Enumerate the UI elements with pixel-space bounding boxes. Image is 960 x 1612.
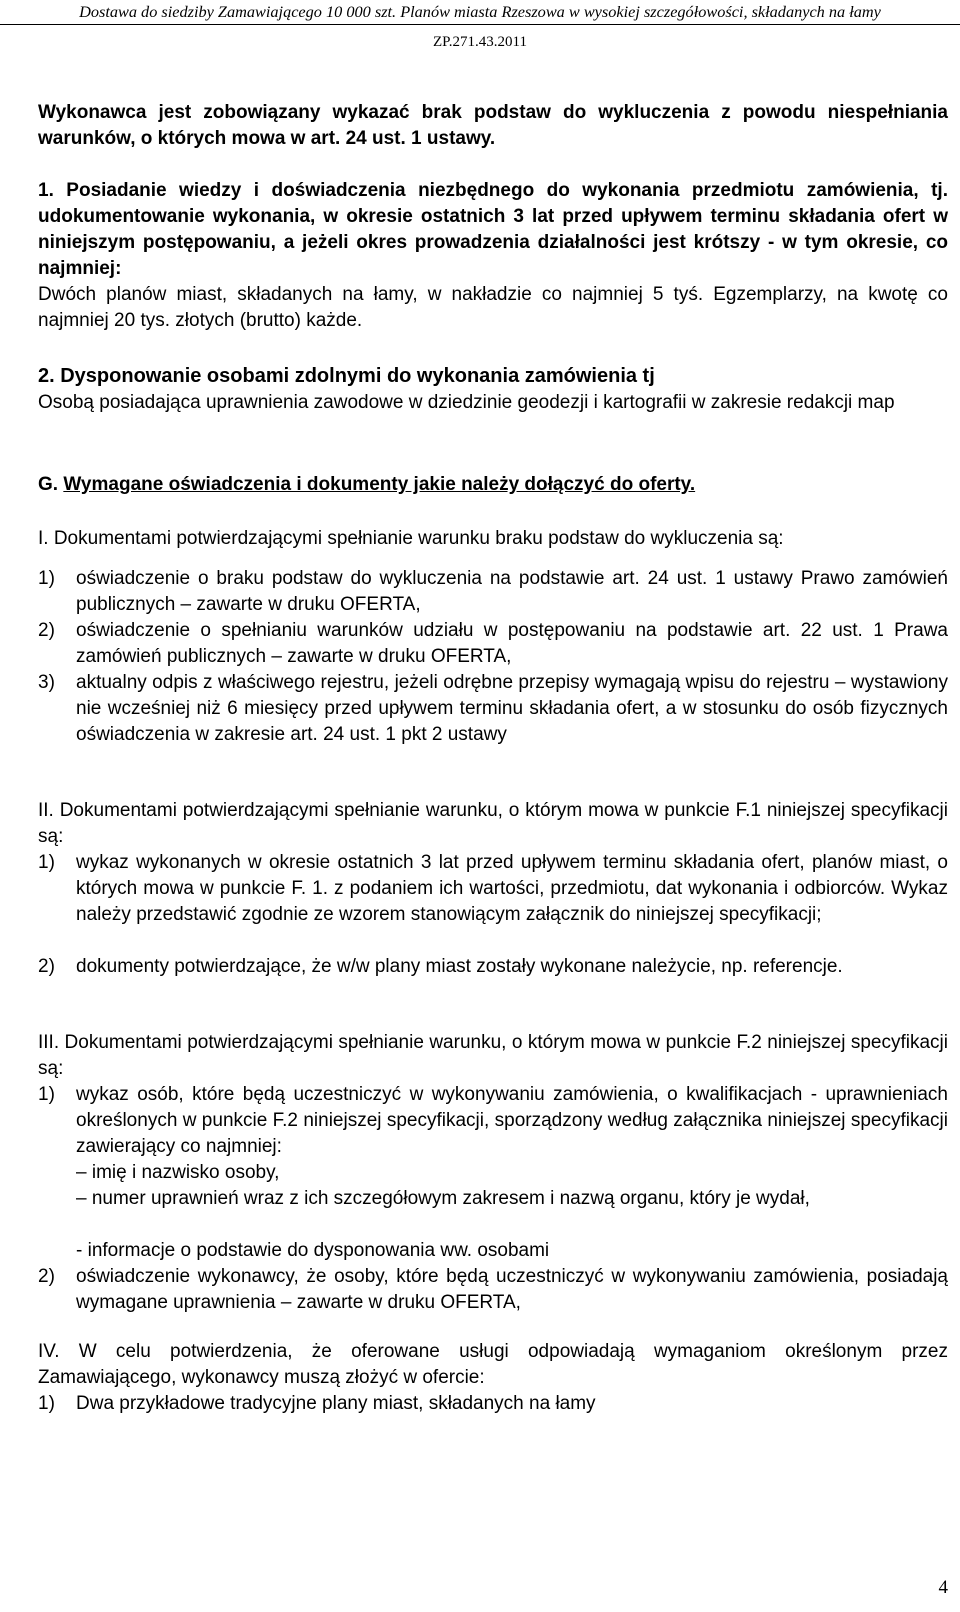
part-iii-item-1-number: 1) xyxy=(38,1084,55,1105)
part-iv-heading: IV. W celu potwierdzenia, że oferowane usługi odpowiadają wymaganiom określonym przez Zamawiającego, wykonawcy muszą złożyć w ofercie: xyxy=(38,1341,948,1388)
part-ii-item-2-number: 2) xyxy=(38,956,55,977)
part-ii-heading: II. Dokumentami potwierdzającymi spełnianie warunku, o którym mowa w punkcie F.1 niniejszej specyfikacji są: xyxy=(38,800,948,847)
condition-1-text: Dwóch planów miast, składanych na łamy, w nakładzie co najmniej 5 tyś. Egzemplarzy, na kwotę co najmniej 20 tys. złotych (brutto) każde. xyxy=(38,284,948,331)
part-i-item-1-number: 1) xyxy=(38,568,55,589)
part-i-item-3: aktualny odpis z właściwego rejestru, jeżeli odrębne przepisy wymagają wpisu do rejestru – wystawiony nie wcześniej niż 6 miesięcy przed upływem terminu składania ofert, a w stosunku do osób fizycznych oświadczenia w zakresie art. 24 ust. 1 pkt 2 ustawy xyxy=(76,672,948,745)
part-iii-heading: III. Dokumentami potwierdzającymi spełnianie warunku, o którym mowa w punkcie F.2 niniejszej specyfikacji są: xyxy=(38,1032,948,1079)
part-iii-item-2: oświadczenie wykonawcy, że osoby, które będą uczestniczyć w wykonywaniu zamówienia, posiadają wymagane uprawnienia – zawarte w druku OFERTA, xyxy=(76,1266,948,1313)
section-g-title: Wymagane oświadczenia i dokumenty jakie należy dołączyć do oferty. xyxy=(63,474,696,495)
part-i-item-1: oświadczenie o braku podstaw do wykluczenia na podstawie art. 24 ust. 1 ustawy Prawo zamówień publicznych – zawarte w druku OFERTA, xyxy=(76,568,948,615)
part-iii-sub-1: – imię i nazwisko osoby, xyxy=(76,1162,280,1183)
part-iii-item-2-number: 2) xyxy=(38,1266,55,1287)
header-divider xyxy=(0,24,960,25)
part-i-item-3-number: 3) xyxy=(38,672,55,693)
condition-2-text: Osobą posiadająca uprawnienia zawodowe w dziedzinie geodezji i kartografii w zakresie redakcji map xyxy=(38,392,895,413)
part-iii-sub-3: - informacje o podstawie do dysponowania ww. osobami xyxy=(76,1240,550,1261)
document-reference-number: ZP.271.43.2011 xyxy=(432,34,528,50)
part-iv-item-1: Dwa przykładowe tradycyjne plany miast, składanych na łamy xyxy=(76,1393,596,1414)
part-ii-item-1: wykaz wykonanych w okresie ostatnich 3 lat przed upływem terminu składania ofert, planów miast, o których mowa w punkcie F. 1. z podaniem ich wartości, przedmiotu, dat wykonania i odbiorców. Wykaz należy przedstawić zgodnie ze wzorem stanowiącym załącznik do niniejszej specyfikacji; xyxy=(76,852,948,925)
part-i-item-2: oświadczenie o spełnianiu warunków udziału w postępowaniu na podstawie art. 22 ust. 1 Prawa zamówień publicznych – zawarte w druku OFERTA, xyxy=(76,620,948,667)
section-g-heading xyxy=(38,472,948,498)
part-iii-item-1: wykaz osób, które będą uczestniczyć w wykonywaniu zamówienia, o kwalifikacjach - uprawnieniach określonych w punkcie F.2 niniejszej specyfikacji, sporządzony według załącznika niniejszej specyfikacji zawierający co najmniej: xyxy=(76,1084,948,1157)
part-iii-sub-2: – numer uprawnień wraz z ich szczegółowym zakresem i nazwą organu, który je wydał, xyxy=(76,1188,810,1209)
section-g-letter: G. xyxy=(38,474,59,495)
part-ii-item-1-number: 1) xyxy=(38,852,55,873)
part-iv-item-1-number: 1) xyxy=(38,1393,55,1414)
part-i-heading: I. Dokumentami potwierdzającymi spełnianie warunku braku podstaw do wykluczenia są: xyxy=(38,528,784,549)
page-number: 4 xyxy=(938,1577,948,1598)
condition-1-heading: 1. Posiadanie wiedzy i doświadczenia niezbędnego do wykonania przedmiotu zamówienia, tj. udokumentowanie wykonania, w okresie ostatnich 3 lat przed upływem terminu składania ofert w niniejszym postępowaniu, a jeżeli okres prowadzenia działalności jest krótszy - w tym okresie, co najmniej: xyxy=(38,180,948,279)
condition-2-heading: 2. Dysponowanie osobami zdolnymi do wykonania zamówienia tj xyxy=(38,365,655,387)
intro-paragraph: Wykonawca jest zobowiązany wykazać brak podstaw do wykluczenia z powodu niespełniania warunków, o których mowa w art. 24 ust. 1 ustawy. xyxy=(38,102,948,149)
part-ii-item-2: dokumenty potwierdzające, że w/w plany miast zostały wykonane należycie, np. referencje. xyxy=(76,956,843,977)
part-i-item-2-number: 2) xyxy=(38,620,55,641)
document-header-title: Dostawa do siedziby Zamawiającego 10 000 szt. Planów miasta Rzeszowa w wysokiej szczegółowości, składanych na łamy xyxy=(79,2,881,21)
